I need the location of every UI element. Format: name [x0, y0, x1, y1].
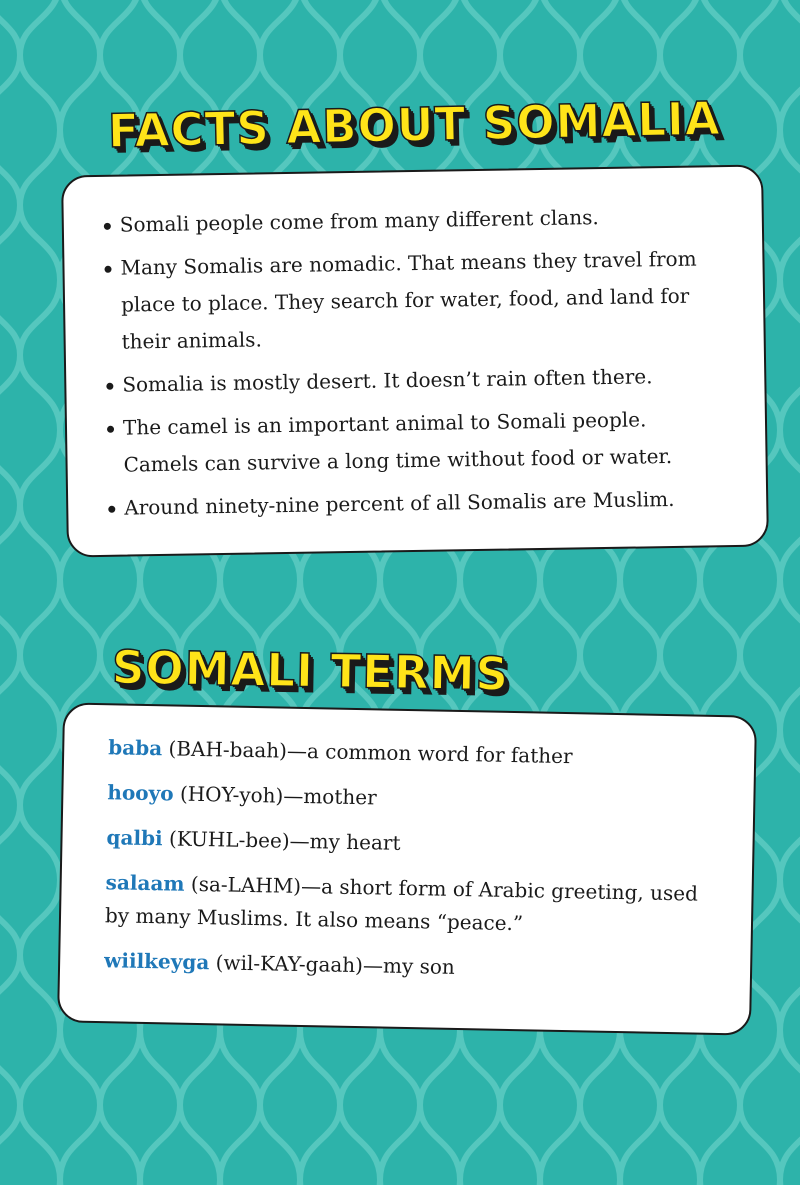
- term-entry: [105, 866, 712, 944]
- term-word: wiilkeyga: [103, 948, 210, 975]
- fact-item: Somali people come from many different clans.: [104, 197, 723, 244]
- fact-item: Many Somalis are nomadic. That means they travel from place to place. They search for water, food, and land for their animals.: [104, 240, 724, 361]
- term-word: hooyo: [107, 780, 174, 806]
- term-word: salaam: [105, 870, 185, 896]
- term-entry: [107, 776, 714, 821]
- term-definition: (BAH-baah)—a common word for father: [168, 736, 573, 769]
- term-word: qalbi: [106, 825, 163, 851]
- facts-list: [104, 197, 727, 527]
- term-word: baba: [108, 735, 163, 761]
- terms-card: [57, 702, 757, 1035]
- term-definition: (KUHL-bee)—my heart: [168, 826, 401, 855]
- term-definition: (HOY-yoh)—mother: [179, 781, 377, 810]
- term-definition: (sa-LAHM)—a short form of Arabic greeting, used by many Muslims. It also means “peace.”: [104, 871, 699, 936]
- fact-item: Around ninety-nine percent of all Somalis are Muslim.: [108, 480, 727, 527]
- term-entry: [104, 944, 711, 989]
- term-definition: (wil-KAY-gaah)—my son: [215, 950, 456, 979]
- facts-card: [61, 165, 769, 558]
- term-entry: [108, 731, 715, 776]
- fact-item: The camel is an important animal to Somali people. Camels can survive a long time without food or water.: [107, 400, 726, 484]
- term-entry: [106, 821, 713, 866]
- facts-heading: FACTS ABOUT SOMALIA: [107, 91, 722, 158]
- fact-item: Somalia is mostly desert. It doesn’t rain often there.: [106, 357, 725, 404]
- terms-heading: SOMALI TERMS: [111, 640, 510, 701]
